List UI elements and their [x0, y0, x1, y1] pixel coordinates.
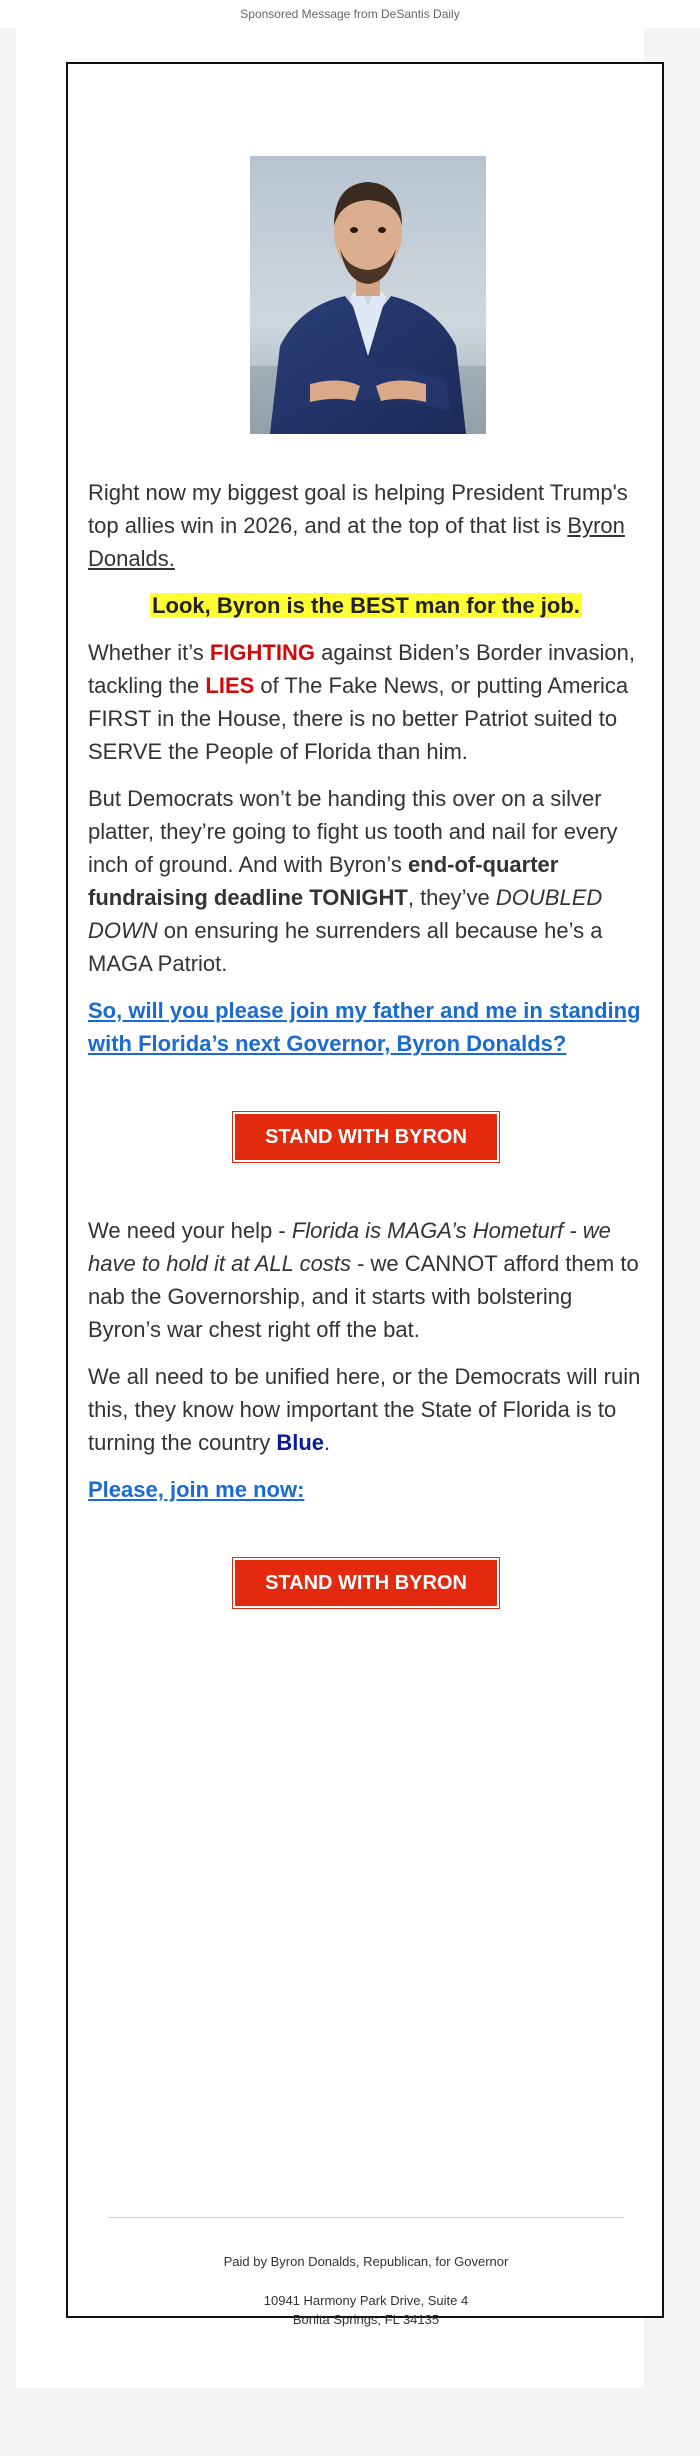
blue-word: Blue — [276, 1430, 325, 1455]
unified-text-a: We all need to be unified here, or the Democrats will ruin this, they know how important the State of Florida is to turning the country — [88, 1364, 641, 1455]
help-paragraph — [88, 1214, 644, 1346]
button-row-2 — [88, 1558, 644, 1608]
highlight-text: Look, Byron is the BEST man for the job. — [152, 593, 580, 618]
footer-divider — [108, 2217, 624, 2218]
fighting-word: FIGHTING — [209, 640, 315, 665]
portrait-image — [250, 156, 486, 434]
deadline-text: end-of-quarter fundraising deadline TONIGHT — [88, 852, 559, 910]
hero-photo — [250, 156, 486, 434]
email-content — [88, 476, 644, 1660]
join-father-link[interactable]: So, will you please join my father and me in standing with Florida’s next Governor, Byron Donalds? — [88, 998, 641, 1056]
highlight-paragraph — [88, 589, 644, 622]
footer — [68, 2252, 664, 2329]
sponsored-label: Sponsored Message from DeSantis Daily — [240, 7, 460, 21]
cta-paragraph-1 — [88, 994, 644, 1060]
email-wrapper — [8, 28, 692, 2456]
intro-paragraph — [88, 476, 644, 575]
unified-paragraph — [88, 1360, 644, 1459]
button-row-1 — [88, 1112, 644, 1162]
intro-text: Right now my biggest goal is helping President Trump's top allies win in 2026, and at the top of that list is — [88, 480, 628, 538]
email-frame — [66, 62, 664, 2327]
hometurf-text: Florida is MAGA’s Hometurf - we have to hold it at ALL costs — [88, 1218, 611, 1276]
democrats-text-c: on ensuring he surrenders all because he’s a MAGA Patriot. — [88, 918, 603, 976]
address-line-2: Bonita Springs, FL 34135 — [292, 2312, 440, 2327]
fighting-paragraph — [88, 636, 644, 768]
fighting-text-c: of The Fake News, or putting America FIRST in the House, there is no better Patriot suited to SERVE the People of Florida than him. — [88, 673, 629, 764]
democrats-text-b: , they’ve — [407, 885, 496, 910]
lies-word: LIES — [205, 673, 255, 698]
unified-text-b: . — [324, 1430, 331, 1455]
byron-donalds-link[interactable]: Byron Donalds. — [88, 513, 625, 571]
address-line-1: 10941 Harmony Park Drive, Suite 4 — [263, 2293, 469, 2308]
fighting-text-a: Whether it’s — [88, 640, 210, 665]
democrats-text-a: But Democrats won’t be handing this over on a silver platter, they’re going to fight us tooth and nail for every inch of ground. And with Byron’s — [88, 786, 618, 877]
join-me-now-link[interactable]: Please, join me now: — [88, 1477, 305, 1502]
sponsored-header — [0, 0, 700, 28]
stand-with-byron-button-2[interactable]: STAND WITH BYRON — [233, 1558, 499, 1608]
stand-with-byron-button[interactable]: STAND WITH BYRON — [233, 1112, 499, 1162]
fighting-text-b: against Biden’s Border invasion, tackling the — [88, 640, 635, 698]
help-text-a: We need your help - — [88, 1218, 292, 1243]
paid-by-text: Paid by Byron Donalds, Republican, for Governor — [223, 2254, 509, 2269]
democrats-paragraph — [88, 782, 644, 980]
cta-paragraph-2 — [88, 1473, 644, 1506]
help-text-b: - we CANNOT afford them to nab the Governorship, and it starts with bolstering Byron’s war chest right off the bat. — [88, 1251, 639, 1342]
doubled-down-text: DOUBLED DOWN — [88, 885, 603, 943]
email-body — [16, 28, 644, 2388]
